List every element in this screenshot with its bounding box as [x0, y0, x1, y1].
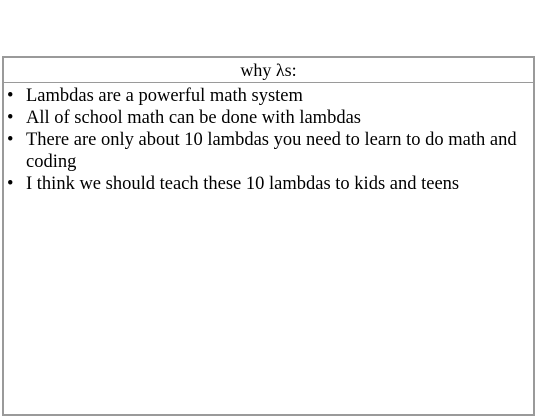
content-panel [2, 56, 535, 416]
list-item [7, 107, 527, 129]
bullet-icon: • [7, 174, 14, 194]
bullet-icon: • [7, 108, 14, 128]
bullet-icon: • [7, 86, 14, 106]
bullet-list [4, 83, 533, 195]
list-item-text: There are only about 10 lambdas you need to learn to do math and coding [26, 130, 517, 172]
list-item-text: Lambdas are a powerful math system [26, 86, 303, 106]
bullet-icon: • [7, 130, 14, 150]
list-item [7, 173, 527, 195]
list-item [7, 129, 527, 173]
list-item-text: All of school math can be done with lambdas [26, 108, 361, 128]
panel-title: why λs: [4, 58, 533, 83]
list-item [7, 85, 527, 107]
list-item-text: I think we should teach these 10 lambdas to kids and teens [26, 174, 460, 194]
